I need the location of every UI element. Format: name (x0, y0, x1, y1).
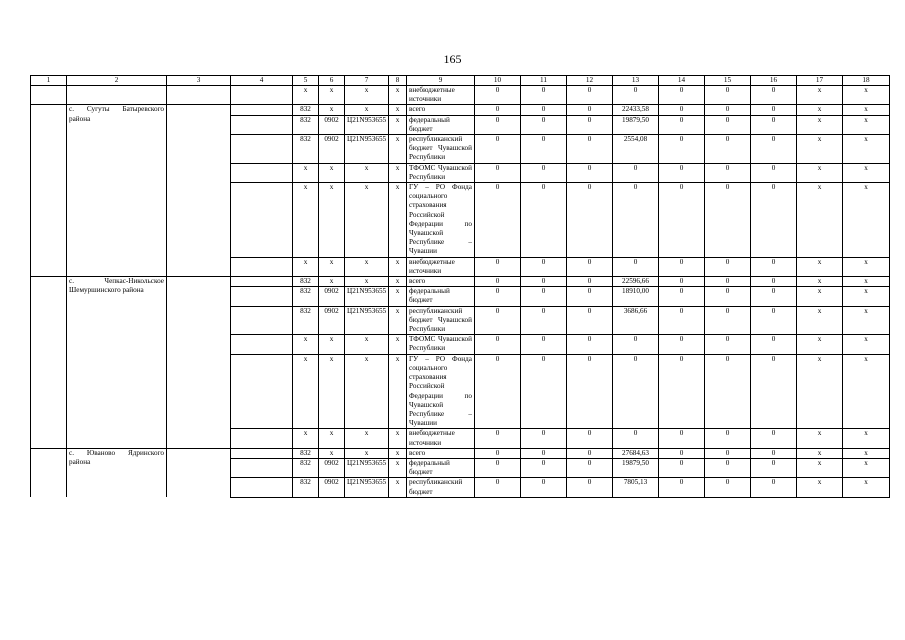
admin-code: 832 (293, 478, 319, 497)
expense-type: x (389, 287, 407, 306)
value-col18: x (843, 257, 890, 276)
value-col12: 0 (567, 277, 613, 287)
target-code: x (345, 448, 389, 458)
value-col13: 0 (613, 183, 659, 258)
column-header-12: 12 (567, 76, 613, 86)
value-col12: 0 (567, 105, 613, 115)
column-header-5: 5 (293, 76, 319, 86)
value-col12: 0 (567, 115, 613, 134)
value-col13: 19879,50 (613, 458, 659, 477)
expense-type: x (389, 257, 407, 276)
admin-code: 832 (293, 287, 319, 306)
expense-type: x (389, 335, 407, 354)
value-col12: 0 (567, 135, 613, 164)
column-header-10: 10 (475, 76, 521, 86)
cell-col4 (231, 448, 293, 458)
funding-source: республиканский бюджет (407, 478, 475, 497)
target-code: x (345, 105, 389, 115)
expense-type: x (389, 354, 407, 429)
value-col16: 0 (751, 277, 797, 287)
page-number: 165 (443, 52, 462, 66)
value-col10: 0 (475, 448, 521, 458)
cell-col1 (31, 105, 67, 277)
table-row (31, 277, 890, 287)
section-code: 0902 (319, 478, 345, 497)
table-body (31, 86, 890, 498)
column-header-14: 14 (659, 76, 705, 86)
value-col17: x (797, 115, 843, 134)
value-col14: 0 (659, 306, 705, 335)
value-col11: 0 (521, 306, 567, 335)
value-col14: 0 (659, 354, 705, 429)
value-col10: 0 (475, 183, 521, 258)
cell-col4 (231, 354, 293, 429)
cell-col4 (231, 458, 293, 477)
target-code: Ц21N953655 (345, 135, 389, 164)
value-col17: x (797, 448, 843, 458)
group-name: с. Сугуты Батыревского района (67, 105, 167, 277)
value-col17: x (797, 86, 843, 105)
value-col10: 0 (475, 458, 521, 477)
admin-code: 832 (293, 135, 319, 164)
section-code: x (319, 163, 345, 182)
value-col11: 0 (521, 135, 567, 164)
value-col14: 0 (659, 105, 705, 115)
column-header-11: 11 (521, 76, 567, 86)
value-col17: x (797, 163, 843, 182)
value-col15: 0 (705, 306, 751, 335)
funding-source: внебюджетные источники (407, 429, 475, 448)
cell-col1 (31, 86, 67, 105)
cell-col3 (167, 448, 231, 497)
column-header-13: 13 (613, 76, 659, 86)
value-col13: 22596,66 (613, 277, 659, 287)
target-code: x (345, 257, 389, 276)
cell-col4 (231, 257, 293, 276)
value-col18: x (843, 429, 890, 448)
value-col18: x (843, 287, 890, 306)
cell-col4 (231, 429, 293, 448)
value-col10: 0 (475, 335, 521, 354)
value-col13: 18910,00 (613, 287, 659, 306)
value-col13: 0 (613, 354, 659, 429)
column-header-15: 15 (705, 76, 751, 86)
value-col14: 0 (659, 115, 705, 134)
section-code: x (319, 86, 345, 105)
value-col14: 0 (659, 135, 705, 164)
value-col15: 0 (705, 458, 751, 477)
value-col15: 0 (705, 135, 751, 164)
value-col12: 0 (567, 354, 613, 429)
cell-col4 (231, 135, 293, 164)
target-code: Ц21N953655 (345, 287, 389, 306)
value-col10: 0 (475, 135, 521, 164)
value-col17: x (797, 287, 843, 306)
value-col11: 0 (521, 429, 567, 448)
value-col18: x (843, 354, 890, 429)
value-col10: 0 (475, 115, 521, 134)
value-col14: 0 (659, 257, 705, 276)
expense-type: x (389, 478, 407, 497)
value-col15: 0 (705, 183, 751, 258)
admin-code: x (293, 183, 319, 258)
value-col11: 0 (521, 448, 567, 458)
value-col11: 0 (521, 354, 567, 429)
value-col17: x (797, 458, 843, 477)
section-code: x (319, 448, 345, 458)
value-col18: x (843, 135, 890, 164)
section-code: x (319, 105, 345, 115)
cell-col4 (231, 277, 293, 287)
expense-type: x (389, 306, 407, 335)
expense-type: x (389, 448, 407, 458)
expense-type: x (389, 429, 407, 448)
cell-col4 (231, 306, 293, 335)
value-col15: 0 (705, 448, 751, 458)
expense-type: x (389, 86, 407, 105)
value-col10: 0 (475, 105, 521, 115)
value-col17: x (797, 135, 843, 164)
value-col15: 0 (705, 277, 751, 287)
column-header-6: 6 (319, 76, 345, 86)
section-code: x (319, 354, 345, 429)
value-col11: 0 (521, 257, 567, 276)
value-col16: 0 (751, 115, 797, 134)
budget-table (30, 75, 890, 498)
value-col16: 0 (751, 448, 797, 458)
admin-code: x (293, 429, 319, 448)
section-code: x (319, 335, 345, 354)
column-header-7: 7 (345, 76, 389, 86)
admin-code: 832 (293, 115, 319, 134)
value-col12: 0 (567, 287, 613, 306)
target-code: x (345, 183, 389, 258)
value-col17: x (797, 478, 843, 497)
value-col11: 0 (521, 183, 567, 258)
value-col16: 0 (751, 335, 797, 354)
column-header-row (31, 76, 890, 86)
value-col10: 0 (475, 429, 521, 448)
cell-col3 (167, 86, 231, 105)
value-col11: 0 (521, 458, 567, 477)
cell-col4 (231, 183, 293, 258)
column-header-16: 16 (751, 76, 797, 86)
value-col12: 0 (567, 335, 613, 354)
cell-col4 (231, 105, 293, 115)
value-col12: 0 (567, 183, 613, 258)
admin-code: x (293, 163, 319, 182)
value-col12: 0 (567, 306, 613, 335)
admin-code: x (293, 354, 319, 429)
value-col16: 0 (751, 354, 797, 429)
value-col16: 0 (751, 306, 797, 335)
value-col11: 0 (521, 86, 567, 105)
funding-source: всего (407, 448, 475, 458)
group-name (67, 86, 167, 105)
value-col17: x (797, 105, 843, 115)
value-col10: 0 (475, 277, 521, 287)
value-col18: x (843, 115, 890, 134)
cell-col4 (231, 163, 293, 182)
value-col15: 0 (705, 478, 751, 497)
value-col16: 0 (751, 257, 797, 276)
expense-type: x (389, 183, 407, 258)
section-code: 0902 (319, 115, 345, 134)
section-code: x (319, 257, 345, 276)
funding-source: республиканский бюджет Чувашской Республики (407, 135, 475, 164)
value-col10: 0 (475, 257, 521, 276)
value-col17: x (797, 335, 843, 354)
value-col14: 0 (659, 335, 705, 354)
value-col10: 0 (475, 354, 521, 429)
value-col13: 0 (613, 163, 659, 182)
value-col13: 0 (613, 86, 659, 105)
value-col17: x (797, 354, 843, 429)
value-col14: 0 (659, 287, 705, 306)
expense-type: x (389, 458, 407, 477)
funding-source: федеральный бюджет (407, 287, 475, 306)
funding-source: ГУ – РО Фонда социального страхования Российской Федерации по Чувашской Республике – Чувашии (407, 354, 475, 429)
funding-source: республиканский бюджет Чувашской Республики (407, 306, 475, 335)
value-col14: 0 (659, 86, 705, 105)
value-col12: 0 (567, 478, 613, 497)
value-col10: 0 (475, 287, 521, 306)
cell-col4 (231, 335, 293, 354)
value-col15: 0 (705, 105, 751, 115)
funding-source: ТФОМС Чувашской Республики (407, 335, 475, 354)
value-col11: 0 (521, 277, 567, 287)
value-col12: 0 (567, 86, 613, 105)
value-col11: 0 (521, 478, 567, 497)
column-header-8: 8 (389, 76, 407, 86)
value-col17: x (797, 277, 843, 287)
value-col18: x (843, 277, 890, 287)
value-col18: x (843, 163, 890, 182)
value-col12: 0 (567, 448, 613, 458)
value-col11: 0 (521, 335, 567, 354)
value-col11: 0 (521, 287, 567, 306)
value-col14: 0 (659, 163, 705, 182)
value-col18: x (843, 478, 890, 497)
value-col18: x (843, 105, 890, 115)
value-col15: 0 (705, 335, 751, 354)
group-name: с. Юваново Ядринского района (67, 448, 167, 497)
section-code: x (319, 183, 345, 258)
target-code: x (345, 429, 389, 448)
section-code: 0902 (319, 287, 345, 306)
table-row (31, 448, 890, 458)
value-col16: 0 (751, 429, 797, 448)
section-code: x (319, 277, 345, 287)
value-col18: x (843, 448, 890, 458)
funding-source: всего (407, 277, 475, 287)
value-col15: 0 (705, 257, 751, 276)
value-col13: 0 (613, 335, 659, 354)
expense-type: x (389, 105, 407, 115)
target-code: x (345, 335, 389, 354)
value-col16: 0 (751, 105, 797, 115)
funding-source: ГУ – РО Фонда социального страхования Российской Федерации по Чувашской Республике – Чувашии (407, 183, 475, 258)
value-col18: x (843, 458, 890, 477)
cell-col3 (167, 277, 231, 449)
value-col13: 0 (613, 257, 659, 276)
target-code: Ц21N953655 (345, 458, 389, 477)
value-col18: x (843, 306, 890, 335)
value-col16: 0 (751, 135, 797, 164)
value-col13: 3686,66 (613, 306, 659, 335)
admin-code: 832 (293, 458, 319, 477)
cell-col4 (231, 478, 293, 497)
group-name: с. Чепкас-Никольское Шемуршинского района (67, 277, 167, 449)
value-col12: 0 (567, 458, 613, 477)
admin-code: x (293, 86, 319, 105)
target-code: Ц21N953655 (345, 478, 389, 497)
value-col14: 0 (659, 458, 705, 477)
value-col13: 2554,08 (613, 135, 659, 164)
value-col10: 0 (475, 306, 521, 335)
column-header-2: 2 (67, 76, 167, 86)
value-col15: 0 (705, 163, 751, 182)
value-col17: x (797, 257, 843, 276)
value-col11: 0 (521, 105, 567, 115)
value-col14: 0 (659, 277, 705, 287)
admin-code: x (293, 335, 319, 354)
value-col13: 27684,63 (613, 448, 659, 458)
admin-code: 832 (293, 105, 319, 115)
column-header-3: 3 (167, 76, 231, 86)
cell-col4 (231, 115, 293, 134)
value-col16: 0 (751, 478, 797, 497)
column-header-4: 4 (231, 76, 293, 86)
admin-code: 832 (293, 448, 319, 458)
admin-code: x (293, 257, 319, 276)
value-col11: 0 (521, 115, 567, 134)
value-col14: 0 (659, 183, 705, 258)
funding-source: всего (407, 105, 475, 115)
cell-col3 (167, 105, 231, 277)
admin-code: 832 (293, 277, 319, 287)
value-col18: x (843, 86, 890, 105)
admin-code: 832 (293, 306, 319, 335)
value-col14: 0 (659, 478, 705, 497)
value-col13: 19879,50 (613, 115, 659, 134)
section-code: x (319, 429, 345, 448)
funding-source: федеральный бюджет (407, 115, 475, 134)
value-col15: 0 (705, 86, 751, 105)
value-col15: 0 (705, 115, 751, 134)
funding-source: ТФОМС Чувашской Республики (407, 163, 475, 182)
value-col13: 7805,13 (613, 478, 659, 497)
column-header-18: 18 (843, 76, 890, 86)
funding-source: внебюджетные источники (407, 86, 475, 105)
section-code: 0902 (319, 135, 345, 164)
target-code: x (345, 354, 389, 429)
value-col11: 0 (521, 163, 567, 182)
value-col16: 0 (751, 287, 797, 306)
cell-col4 (231, 287, 293, 306)
funding-source: внебюджетные источники (407, 257, 475, 276)
expense-type: x (389, 115, 407, 134)
cell-col4 (231, 86, 293, 105)
value-col14: 0 (659, 429, 705, 448)
target-code: Ц21N953655 (345, 115, 389, 134)
value-col12: 0 (567, 163, 613, 182)
value-col10: 0 (475, 478, 521, 497)
expense-type: x (389, 135, 407, 164)
value-col17: x (797, 183, 843, 258)
funding-source: федеральный бюджет (407, 458, 475, 477)
column-header-17: 17 (797, 76, 843, 86)
value-col10: 0 (475, 163, 521, 182)
cell-col1 (31, 277, 67, 449)
value-col15: 0 (705, 354, 751, 429)
section-code: 0902 (319, 458, 345, 477)
value-col15: 0 (705, 287, 751, 306)
expense-type: x (389, 163, 407, 182)
value-col14: 0 (659, 448, 705, 458)
value-col12: 0 (567, 257, 613, 276)
value-col10: 0 (475, 86, 521, 105)
value-col15: 0 (705, 429, 751, 448)
value-col16: 0 (751, 458, 797, 477)
value-col17: x (797, 306, 843, 335)
value-col13: 22433,58 (613, 105, 659, 115)
expense-type: x (389, 277, 407, 287)
target-code: Ц21N953655 (345, 306, 389, 335)
value-col18: x (843, 183, 890, 258)
target-code: x (345, 163, 389, 182)
cell-col1 (31, 448, 67, 497)
value-col16: 0 (751, 163, 797, 182)
section-code: 0902 (319, 306, 345, 335)
column-header-9: 9 (407, 76, 475, 86)
value-col17: x (797, 429, 843, 448)
target-code: x (345, 86, 389, 105)
target-code: x (345, 277, 389, 287)
column-header-1: 1 (31, 76, 67, 86)
value-col12: 0 (567, 429, 613, 448)
table-row (31, 86, 890, 105)
table-row (31, 105, 890, 115)
value-col18: x (843, 335, 890, 354)
value-col16: 0 (751, 86, 797, 105)
value-col13: 0 (613, 429, 659, 448)
value-col16: 0 (751, 183, 797, 258)
